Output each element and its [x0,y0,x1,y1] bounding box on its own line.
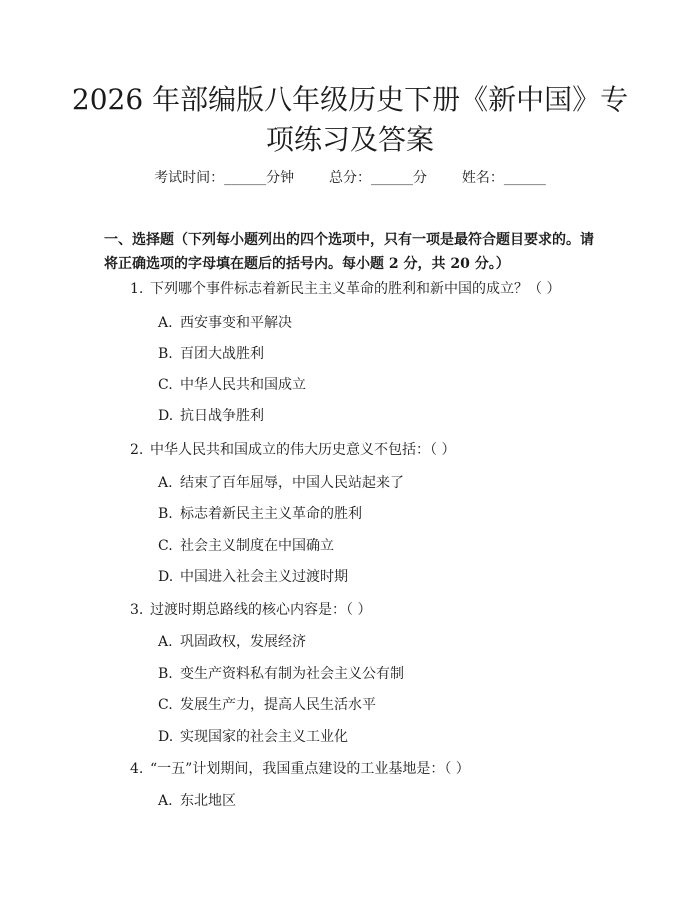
option-1c [158,375,598,395]
option-letter: C. [158,697,173,713]
question-text: 过渡时期总路线的核心内容是：（ ） [150,602,372,618]
option-3c [158,695,598,715]
option-1b [158,344,598,364]
option-text: 中国进入社会主义过渡时期 [180,569,348,585]
option-letter: D. [158,408,174,424]
option-text: 结束了百年屈辱，中国人民站起来了 [180,475,404,491]
question-3 [130,600,610,620]
option-text: 实现国家的社会主义工业化 [180,729,348,745]
total-score-field: 总分：______分 [329,170,427,186]
question-text: “一五”计划期间，我国重点建设的工业基地是：（ ） [150,761,470,777]
section-heading: 一、选择题（下列每小题列出的四个选项中，只有一项是最符合题目要求的。请将正确选项的字母填在题后的括号内。每小题 2 分，共 20 分。） [104,232,594,272]
question-1 [130,279,610,299]
option-text: 东北地区 [180,793,236,809]
option-text: 中华人民共和国成立 [180,377,306,393]
question-text: 中华人民共和国成立的伟大历史意义不包括：（ ） [150,442,456,458]
option-3d [158,727,598,747]
option-letter: B. [158,506,173,522]
question-number: 2. [130,442,144,458]
option-letter: C. [158,538,173,554]
question-text: 下列哪个事件标志着新民主主义革命的胜利和新中国的成立？（ ） [150,281,561,297]
option-text: 社会主义制度在中国确立 [180,538,334,554]
question-4 [130,759,610,779]
option-letter: A. [158,315,173,331]
option-text: 西安事变和平解决 [180,315,292,331]
option-text: 标志着新民主主义革命的胜利 [180,506,362,522]
option-letter: C. [158,377,173,393]
option-text: 百团大战胜利 [180,346,264,362]
title-line-2: 项练习及答案 [265,123,434,156]
option-letter: B. [158,666,173,682]
question-number: 3. [130,602,144,618]
exam-meta [0,168,700,188]
option-1d [158,406,598,426]
option-letter: D. [158,569,174,585]
student-name-field: 姓名：______ [461,170,546,186]
option-2d [158,567,598,587]
option-2b [158,504,598,524]
exam-time-field: 考试时间：______分钟 [154,170,295,186]
question-number: 1. [130,281,144,297]
question-2 [130,440,610,460]
option-4a [158,791,598,811]
option-2a [158,473,598,493]
option-2c [158,536,598,556]
option-letter: A. [158,475,173,491]
option-text: 发展生产力，提高人民生活水平 [180,697,376,713]
option-letter: D. [158,729,174,745]
question-number: 4. [130,761,144,777]
option-1a [158,313,598,333]
option-text: 巩固政权，发展经济 [180,634,306,650]
option-letter: B. [158,346,173,362]
option-text: 抗日战争胜利 [180,408,264,424]
option-3b [158,664,598,684]
title-line-1: 2026 年部编版八年级历史下册《新中国》专 [71,83,629,116]
option-3a [158,632,598,652]
option-letter: A. [158,634,173,650]
option-text: 变生产资料私有制为社会主义公有制 [180,666,404,682]
document-title [0,80,700,160]
option-letter: A. [158,793,173,809]
